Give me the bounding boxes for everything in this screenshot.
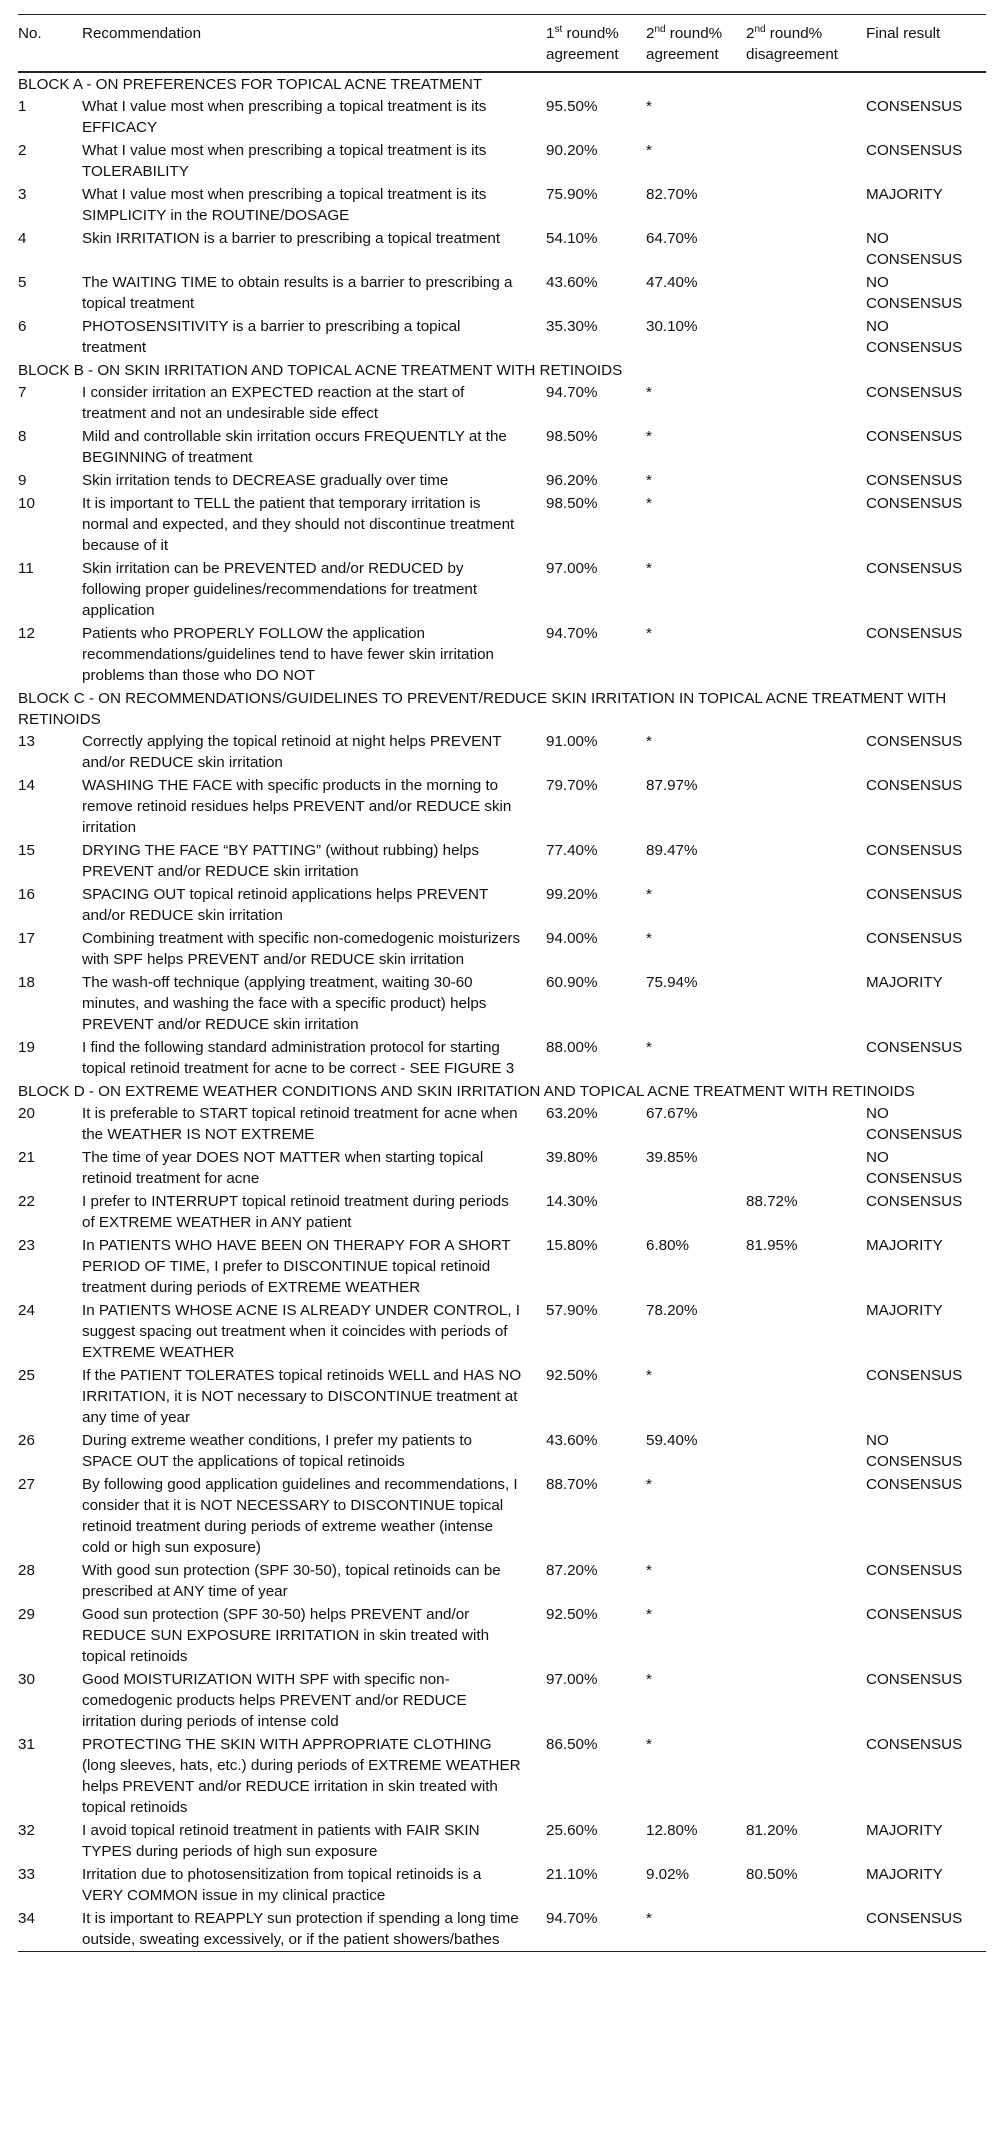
- table-row: [18, 1146, 986, 1190]
- recommendation-text: I find the following standard administration protocol for starting topical retinoid treatment for acne to be correct - SEE FIGURE 3: [82, 1039, 515, 1077]
- table-row: [18, 883, 986, 927]
- round2-agreement: 47.40%: [646, 274, 698, 291]
- final-result: NO CONSENSUS: [866, 1105, 963, 1143]
- table-row: [18, 1190, 986, 1234]
- row-number: 34: [18, 1910, 35, 1927]
- round2-disagreement: [746, 381, 866, 425]
- round2-agreement: 39.85%: [646, 1149, 698, 1166]
- table-row: [18, 774, 986, 839]
- round2-disagreement: [746, 271, 866, 315]
- round2-agreement: 64.70%: [646, 230, 698, 247]
- block-title: BLOCK B - ON SKIN IRRITATION AND TOPICAL ACNE TREATMENT WITH RETINOIDS: [18, 362, 623, 379]
- round2-disagreement: [746, 315, 866, 359]
- round1-agreement: 95.50%: [546, 98, 598, 115]
- row-number: 10: [18, 495, 35, 512]
- final-result: CONSENSUS: [866, 733, 963, 750]
- final-result: NO CONSENSUS: [866, 1432, 963, 1470]
- final-result: CONSENSUS: [866, 472, 963, 489]
- header-row: [18, 15, 986, 73]
- recommendation-text: Good MOISTURIZATION WITH SPF with specific non-comedogenic products helps PREVENT and/or REDUCE irritation during periods of intense cold: [82, 1671, 467, 1730]
- row-number: 22: [18, 1193, 35, 1210]
- recommendation-text: In PATIENTS WHO HAVE BEEN ON THERAPY FOR A SHORT PERIOD OF TIME, I prefer to DISCONTINUE topical retinoid treatment during periods of EXTREME WEATHER: [82, 1237, 511, 1296]
- round2-disagreement: [746, 425, 866, 469]
- round1-agreement: 79.70%: [546, 777, 598, 794]
- header-round2-agreement: 2nd round% agreement: [646, 23, 723, 63]
- recommendation-text: By following good application guidelines and recommendations, I consider that it is NOT NECESSARY to DISCONTINUE topical retinoid treatment during periods of extreme weather (intense cold or high sun exposure): [82, 1476, 518, 1556]
- row-number: 31: [18, 1736, 35, 1753]
- row-number: 16: [18, 886, 35, 903]
- round2-disagreement: [746, 1473, 866, 1559]
- round2-agreement: 30.10%: [646, 318, 698, 335]
- recommendation-text: PROTECTING THE SKIN WITH APPROPRIATE CLOTHING (long sleeves, hats, etc.) during periods of EXTREME WEATHER helps PREVENT and/or REDUCE irritation in skin treated with topical retinoids: [82, 1736, 521, 1816]
- table-row: [18, 183, 986, 227]
- round2-agreement: *: [646, 733, 652, 750]
- round1-agreement: 75.90%: [546, 186, 598, 203]
- round2-disagreement: [746, 730, 866, 774]
- row-number: 6: [18, 318, 27, 335]
- recommendation-text: What I value most when prescribing a topical treatment is its SIMPLICITY in the ROUTINE/DOSAGE: [82, 186, 487, 224]
- table-row: [18, 1473, 986, 1559]
- round1-agreement: 92.50%: [546, 1606, 598, 1623]
- round1-agreement: 54.10%: [546, 230, 598, 247]
- round2-disagreement: [746, 1733, 866, 1819]
- final-result: CONSENSUS: [866, 1476, 963, 1493]
- round2-disagreement: 88.72%: [746, 1193, 798, 1210]
- final-result: CONSENSUS: [866, 1910, 963, 1927]
- round2-disagreement: [746, 227, 866, 271]
- final-result: MAJORITY: [866, 1822, 943, 1839]
- row-number: 14: [18, 777, 35, 794]
- final-result: CONSENSUS: [866, 1606, 963, 1623]
- round2-disagreement: [746, 492, 866, 557]
- table-row: [18, 315, 986, 359]
- round2-disagreement: [746, 1668, 866, 1733]
- round2-agreement: 82.70%: [646, 186, 698, 203]
- final-result: CONSENSUS: [866, 384, 963, 401]
- row-number: 15: [18, 842, 35, 859]
- table-row: [18, 271, 986, 315]
- round2-agreement: *: [646, 560, 652, 577]
- round2-disagreement: [746, 1036, 866, 1080]
- row-number: 25: [18, 1367, 35, 1384]
- round2-agreement: 6.80%: [646, 1237, 690, 1254]
- round1-agreement: 92.50%: [546, 1367, 598, 1384]
- round2-agreement: *: [646, 1736, 652, 1753]
- round2-agreement: *: [646, 1562, 652, 1579]
- round2-agreement: *: [646, 98, 652, 115]
- round2-agreement: 59.40%: [646, 1432, 698, 1449]
- header-round2-disagreement: 2nd round% disagreement: [746, 23, 839, 63]
- table-row: [18, 557, 986, 622]
- final-result: MAJORITY: [866, 1302, 943, 1319]
- final-result: MAJORITY: [866, 974, 943, 991]
- round2-agreement: *: [646, 1606, 652, 1623]
- round2-disagreement: [746, 95, 866, 139]
- recommendation-text: I prefer to INTERRUPT topical retinoid treatment during periods of EXTREME WEATHER in ANY patient: [82, 1193, 509, 1231]
- row-number: 23: [18, 1237, 35, 1254]
- recommendation-text: Mild and controllable skin irritation occurs FREQUENTLY at the BEGINNING of treatment: [82, 428, 507, 466]
- round1-agreement: 35.30%: [546, 318, 598, 335]
- round2-agreement: 78.20%: [646, 1302, 698, 1319]
- final-result: CONSENSUS: [866, 1736, 963, 1753]
- final-result: CONSENSUS: [866, 886, 963, 903]
- round1-agreement: 14.30%: [546, 1193, 598, 1210]
- round2-agreement: *: [646, 384, 652, 401]
- row-number: 33: [18, 1866, 35, 1883]
- final-result: CONSENSUS: [866, 1562, 963, 1579]
- row-number: 8: [18, 428, 27, 445]
- row-number: 12: [18, 625, 35, 642]
- recommendations-table: [18, 14, 986, 1952]
- round1-agreement: 99.20%: [546, 886, 598, 903]
- final-result: NO CONSENSUS: [866, 230, 963, 268]
- final-result: CONSENSUS: [866, 1193, 963, 1210]
- round2-agreement: *: [646, 1039, 652, 1056]
- round2-agreement: *: [646, 930, 652, 947]
- round2-agreement: 12.80%: [646, 1822, 698, 1839]
- row-number: 21: [18, 1149, 35, 1166]
- recommendation-text: It is preferable to START topical retinoid treatment for acne when the WEATHER IS NOT EXTREME: [82, 1105, 518, 1143]
- table-row: [18, 1668, 986, 1733]
- final-result: MAJORITY: [866, 186, 943, 203]
- row-number: 24: [18, 1302, 35, 1319]
- table-row: [18, 425, 986, 469]
- final-result: NO CONSENSUS: [866, 318, 963, 356]
- round2-agreement: *: [646, 886, 652, 903]
- table-row: [18, 95, 986, 139]
- round2-disagreement: [746, 1364, 866, 1429]
- row-number: 13: [18, 733, 35, 750]
- row-number: 9: [18, 472, 27, 489]
- block-header-row: [18, 359, 986, 381]
- table-row: [18, 381, 986, 425]
- header-final-result: Final result: [866, 25, 941, 42]
- row-number: 18: [18, 974, 35, 991]
- round2-agreement: *: [646, 472, 652, 489]
- round2-disagreement: [746, 622, 866, 687]
- final-result: CONSENSUS: [866, 777, 963, 794]
- round1-agreement: 87.20%: [546, 1562, 598, 1579]
- table-row: [18, 1559, 986, 1603]
- recommendation-text: SPACING OUT topical retinoid applications helps PREVENT and/or REDUCE skin irritation: [82, 886, 489, 924]
- round2-agreement: 75.94%: [646, 974, 698, 991]
- row-number: 26: [18, 1432, 35, 1449]
- table-row: [18, 1863, 986, 1907]
- round2-agreement: 89.47%: [646, 842, 698, 859]
- recommendation-text: If the PATIENT TOLERATES topical retinoids WELL and HAS NO IRRITATION, it is NOT necessary to DISCONTINUE treatment at any time of year: [82, 1367, 522, 1426]
- round2-disagreement: [746, 1603, 866, 1668]
- round2-disagreement: [746, 139, 866, 183]
- round2-disagreement: [746, 1559, 866, 1603]
- header-recommendation: Recommendation: [82, 25, 202, 42]
- row-number: 2: [18, 142, 27, 159]
- final-result: CONSENSUS: [866, 1367, 963, 1384]
- round2-disagreement: [746, 183, 866, 227]
- round1-agreement: 98.50%: [546, 495, 598, 512]
- table-row: [18, 1102, 986, 1146]
- recommendation-text: During extreme weather conditions, I prefer my patients to SPACE OUT the applications of topical retinoids: [82, 1432, 472, 1470]
- table-row: [18, 1234, 986, 1299]
- row-number: 11: [18, 560, 34, 577]
- block-title: BLOCK D - ON EXTREME WEATHER CONDITIONS AND SKIN IRRITATION AND TOPICAL ACNE TREATMENT WITH RETINOIDS: [18, 1083, 915, 1100]
- round2-disagreement: 80.50%: [746, 1866, 798, 1883]
- table-row: [18, 1603, 986, 1668]
- round1-agreement: 57.90%: [546, 1302, 598, 1319]
- row-number: 20: [18, 1105, 35, 1122]
- block-header-row: [18, 72, 986, 95]
- header-round1-agreement: 1st round% agreement: [546, 23, 619, 63]
- round2-agreement: *: [646, 495, 652, 512]
- row-number: 7: [18, 384, 27, 401]
- round1-agreement: 43.60%: [546, 274, 598, 291]
- recommendation-text: It is important to REAPPLY sun protection if spending a long time outside, sweating excessively, or if the patient showers/bathes: [82, 1910, 519, 1948]
- round1-agreement: 25.60%: [546, 1822, 598, 1839]
- round1-agreement: 97.00%: [546, 560, 598, 577]
- row-number: 30: [18, 1671, 35, 1688]
- final-result: NO CONSENSUS: [866, 1149, 963, 1187]
- table-row: [18, 1036, 986, 1080]
- table-row: [18, 1364, 986, 1429]
- round1-agreement: 94.70%: [546, 1910, 598, 1927]
- table-row: [18, 1733, 986, 1819]
- recommendation-text: Skin irritation tends to DECREASE gradually over time: [82, 472, 449, 489]
- round1-agreement: 88.00%: [546, 1039, 598, 1056]
- row-number: 1: [18, 98, 27, 115]
- round2-disagreement: 81.20%: [746, 1822, 798, 1839]
- final-result: CONSENSUS: [866, 495, 963, 512]
- recommendation-text: Irritation due to photosensitization from topical retinoids is a VERY COMMON issue in my clinical practice: [82, 1866, 482, 1904]
- row-number: 4: [18, 230, 27, 247]
- final-result: CONSENSUS: [866, 428, 963, 445]
- round2-disagreement: [746, 469, 866, 492]
- recommendation-text: Correctly applying the topical retinoid at night helps PREVENT and/or REDUCE skin irritation: [82, 733, 502, 771]
- row-number: 28: [18, 1562, 35, 1579]
- round1-agreement: 94.70%: [546, 625, 598, 642]
- recommendation-text: With good sun protection (SPF 30-50), topical retinoids can be prescribed at ANY time of year: [82, 1562, 501, 1600]
- recommendation-text: The WAITING TIME to obtain results is a barrier to prescribing a topical treatment: [82, 274, 513, 312]
- table-row: [18, 139, 986, 183]
- recommendation-text: What I value most when prescribing a topical treatment is its EFFICACY: [82, 98, 487, 136]
- round2-disagreement: [746, 1299, 866, 1364]
- round2-agreement: 67.67%: [646, 1105, 698, 1122]
- round2-agreement: *: [646, 1910, 652, 1927]
- recommendation-text: Skin irritation can be PREVENTED and/or REDUCED by following proper guidelines/recommendations for treatment application: [82, 560, 478, 619]
- row-number: 29: [18, 1606, 35, 1623]
- round2-agreement: 87.97%: [646, 777, 698, 794]
- round2-agreement: *: [646, 625, 652, 642]
- recommendation-text: In PATIENTS WHOSE ACNE IS ALREADY UNDER CONTROL, I suggest spacing out treatment when it coincides with periods of EXTREME WEATHER: [82, 1302, 520, 1361]
- row-number: 3: [18, 186, 27, 203]
- final-result: MAJORITY: [866, 1866, 943, 1883]
- recommendation-text: I consider irritation an EXPECTED reaction at the start of treatment and not an undesirable side effect: [82, 384, 465, 422]
- block-header-row: [18, 1080, 986, 1102]
- round1-agreement: 21.10%: [546, 1866, 598, 1883]
- table-row: [18, 927, 986, 971]
- table-row: [18, 1299, 986, 1364]
- table-row: [18, 1429, 986, 1473]
- final-result: CONSENSUS: [866, 842, 963, 859]
- table-row: [18, 971, 986, 1036]
- round2-disagreement: [746, 1907, 866, 1952]
- final-result: CONSENSUS: [866, 560, 963, 577]
- round2-disagreement: [746, 971, 866, 1036]
- round1-agreement: 94.70%: [546, 384, 598, 401]
- recommendation-text: Patients who PROPERLY FOLLOW the application recommendations/guidelines tend to have fewer skin irritation problems than those who DO NOT: [82, 625, 494, 684]
- round2-disagreement: [746, 1429, 866, 1473]
- round1-agreement: 91.00%: [546, 733, 598, 750]
- round1-agreement: 97.00%: [546, 1671, 598, 1688]
- table-row: [18, 492, 986, 557]
- round1-agreement: 77.40%: [546, 842, 598, 859]
- header-no: No.: [18, 25, 42, 42]
- round2-disagreement: [746, 883, 866, 927]
- table-row: [18, 730, 986, 774]
- round2-disagreement: [746, 557, 866, 622]
- round2-disagreement: [746, 839, 866, 883]
- round2-disagreement: 81.95%: [746, 1237, 798, 1254]
- table-row: [18, 839, 986, 883]
- block-title: BLOCK C - ON RECOMMENDATIONS/GUIDELINES TO PREVENT/REDUCE SKIN IRRITATION IN TOPICAL ACNE TREATMENT WITH RETINOIDS: [18, 690, 947, 728]
- recommendation-text: Good sun protection (SPF 30-50) helps PREVENT and/or REDUCE SUN EXPOSURE IRRITATION in skin treated with topical retinoids: [82, 1606, 490, 1665]
- round1-agreement: 98.50%: [546, 428, 598, 445]
- final-result: MAJORITY: [866, 1237, 943, 1254]
- final-result: CONSENSUS: [866, 625, 963, 642]
- round1-agreement: 15.80%: [546, 1237, 598, 1254]
- row-number: 19: [18, 1039, 35, 1056]
- recommendation-text: It is important to TELL the patient that temporary irritation is normal and expected, and they should not discontinue treatment because of it: [82, 495, 515, 554]
- row-number: 27: [18, 1476, 35, 1493]
- table-body: [18, 72, 986, 1952]
- table-row: [18, 622, 986, 687]
- round2-disagreement: [746, 927, 866, 971]
- recommendation-text: DRYING THE FACE “BY PATTING” (without rubbing) helps PREVENT and/or REDUCE skin irritation: [82, 842, 479, 880]
- final-result: CONSENSUS: [866, 930, 963, 947]
- round2-agreement: *: [646, 1476, 652, 1493]
- block-header-row: [18, 687, 986, 730]
- recommendation-text: The time of year DOES NOT MATTER when starting topical retinoid treatment for acne: [82, 1149, 484, 1187]
- round1-agreement: 88.70%: [546, 1476, 598, 1493]
- table-row: [18, 227, 986, 271]
- round2-disagreement: [746, 1146, 866, 1190]
- round1-agreement: 86.50%: [546, 1736, 598, 1753]
- round1-agreement: 90.20%: [546, 142, 598, 159]
- recommendation-text: WASHING THE FACE with specific products in the morning to remove retinoid residues helps PREVENT and/or REDUCE skin irritation: [82, 777, 512, 836]
- round1-agreement: 94.00%: [546, 930, 598, 947]
- recommendation-text: Combining treatment with specific non-comedogenic moisturizers with SPF helps PREVENT and/or REDUCE skin irritation: [82, 930, 521, 968]
- table-row: [18, 1907, 986, 1952]
- round2-agreement: *: [646, 428, 652, 445]
- block-title: BLOCK A - ON PREFERENCES FOR TOPICAL ACNE TREATMENT: [18, 76, 483, 93]
- recommendation-text: The wash-off technique (applying treatment, waiting 30-60 minutes, and washing the face with a specific product) helps PREVENT and/or REDUCE skin irritation: [82, 974, 487, 1033]
- round2-agreement: [646, 1190, 746, 1234]
- row-number: 17: [18, 930, 35, 947]
- round2-agreement: *: [646, 142, 652, 159]
- recommendation-text: What I value most when prescribing a topical treatment is its TOLERABILITY: [82, 142, 487, 180]
- round1-agreement: 60.90%: [546, 974, 598, 991]
- final-result: CONSENSUS: [866, 98, 963, 115]
- round1-agreement: 39.80%: [546, 1149, 598, 1166]
- round2-disagreement: [746, 774, 866, 839]
- table-row: [18, 1819, 986, 1863]
- recommendation-text: I avoid topical retinoid treatment in patients with FAIR SKIN TYPES during periods of high sun exposure: [82, 1822, 480, 1860]
- round2-agreement: *: [646, 1367, 652, 1384]
- round2-disagreement: [746, 1102, 866, 1146]
- table-header: [18, 15, 986, 73]
- row-number: 32: [18, 1822, 35, 1839]
- round1-agreement: 63.20%: [546, 1105, 598, 1122]
- recommendation-text: Skin IRRITATION is a barrier to prescribing a topical treatment: [82, 230, 501, 247]
- round1-agreement: 96.20%: [546, 472, 598, 489]
- round2-agreement: *: [646, 1671, 652, 1688]
- recommendation-text: PHOTOSENSITIVITY is a barrier to prescribing a topical treatment: [82, 318, 461, 356]
- final-result: CONSENSUS: [866, 1671, 963, 1688]
- final-result: NO CONSENSUS: [866, 274, 963, 312]
- recommendations-table-container: [18, 14, 986, 1952]
- final-result: CONSENSUS: [866, 1039, 963, 1056]
- final-result: CONSENSUS: [866, 142, 963, 159]
- round1-agreement: 43.60%: [546, 1432, 598, 1449]
- row-number: 5: [18, 274, 27, 291]
- table-row: [18, 469, 986, 492]
- round2-agreement: 9.02%: [646, 1866, 690, 1883]
